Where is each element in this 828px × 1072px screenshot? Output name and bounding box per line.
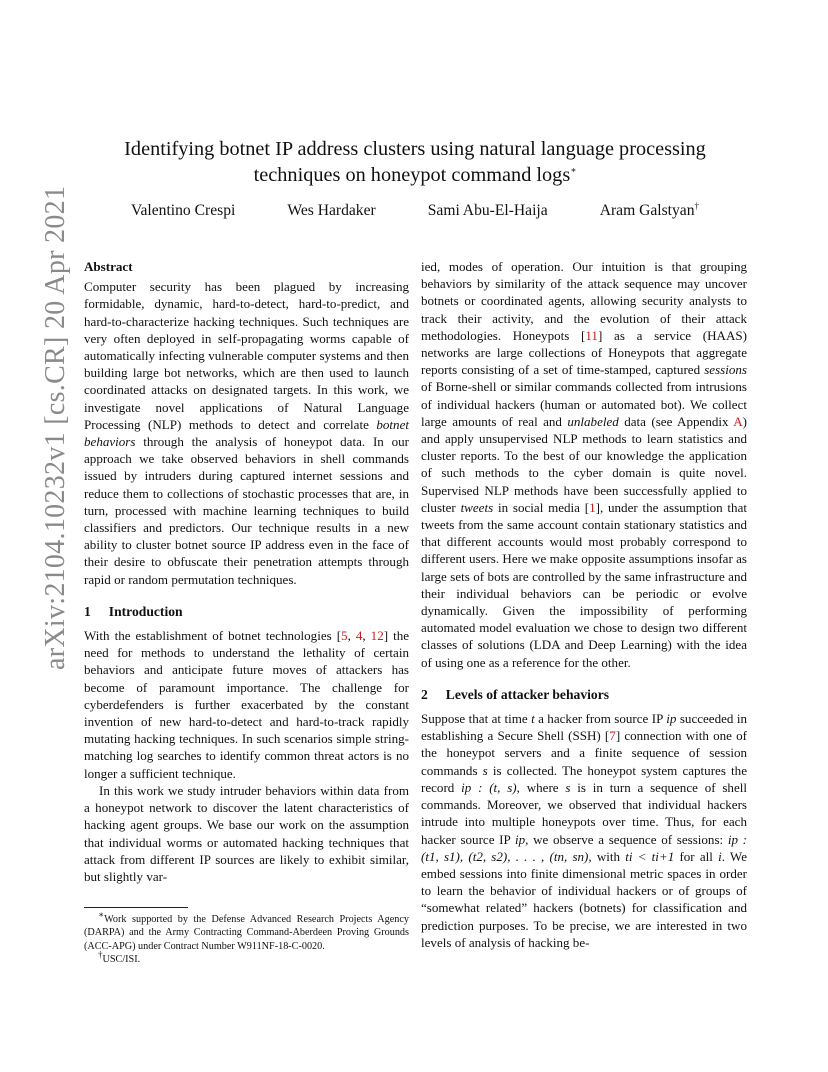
abstract-text: Computer security has been plagued by increasing formidable, dynamic, hard-to-detect, hard-to-predict, and hard-to-characterize hacking techniques. Such techniques are very often deployed in self-propagating worms capable of automatically infecting vulnerable computer systems and then building large bot networks, which are then used to launch coordinated attacks on designated targets. In this work, we investigate novel applications of Natural Language Processing (NLP) methods to detect and correlate botnet behaviors through the analysis of honeypot data. In our approach we take observed behaviors in shell commands issued by intruders during captured internet sessions and reduce them to collections of stochastic processes that are, in turn, processed with machine learning techniques to build classifiers and predictors. Our technique results in a new ability to cluster botnet source IP address even in the face of their desire to obfuscate their penetration attempts through rapid or random permutation techniques.	[84, 279, 409, 587]
citation-link[interactable]: 7	[609, 728, 616, 744]
section2-paragraph: Suppose that at time t a hacker from source IP ip succeeded in establishing a Secure Shell (SSH) [7] connection with one of the honeypot servers and a finite sequence of session commands s is collected. The honeypot system captures the record ip : (t, s), where s is in turn a sequence of shell commands. Moreover, we observed that individual hackers intrude into multiple honeypots over time. Thus, for each hacker source IP ip, we observe a sequence of sessions: ip : (t1, s1), (t2, s2), . . . , (tn, sn), with ti < ti+1 for all i. We embed sessions into finite dimensional metric spaces in order to learn the behavior of individual hackers or of groups of “somewhat related” hackers (botnets) for classification and prediction purposes. To be precise, we are interested in two levels of analysis of hacking be-	[421, 711, 748, 950]
section-heading-introduction: 1 Introduction	[84, 603, 183, 619]
arxiv-id-text: arXiv:2104.10232v1 [cs.CR] 20 Apr 2021	[40, 185, 71, 670]
author-name: Wes Hardaker	[287, 202, 376, 219]
intro-paragraph-2: In this work we study intruder behaviors within data from a honeypot network to discover the latent characteristics of hacking agent groups. We base our work on the assumption that individual worms or automated hacking techniques that attack from different IP sources are likely to exhibit similar, but slightly var-	[84, 782, 409, 884]
citation-link[interactable]: 12	[370, 628, 384, 644]
intro-paragraph-1: With the establishment of botnet technologies [5, 4, 12] the need for methods to understand the lethality of certain behaviors and anticipate future moves of attackers has become of paramount importance. The challenge for cyberdefenders is further exacerbated by the constant invention of new hard-to-detect and hard-to-track rapidly mutating hacking techniques. In such scenarios simple string-matching log searches to identify common threat actors is no longer a sufficient technique.	[84, 628, 410, 781]
citation-link[interactable]: 11	[585, 327, 598, 343]
citation-link[interactable]: 4	[355, 628, 363, 644]
author-name: Sami Abu-El-Haija	[427, 202, 548, 219]
author-name: Valentino Crespi	[130, 202, 236, 219]
author-list	[100, 202, 730, 220]
footnote-funding: ∗Work supported by the Defense Advanced Research Projects Agency (DARPA) and the Army Contracting Command-Aberdeen Proving Grounds (ACC-APG) under Contract Number W911NF-18-C-0020.	[84, 909, 409, 952]
footnote-divider	[84, 907, 188, 908]
section-heading-levels: 2 Levels of attacker behaviors	[421, 686, 610, 702]
footnote-affiliation: †USC/ISI.	[98, 949, 141, 965]
citation-link[interactable]: 5	[341, 628, 348, 644]
title-footnote-mark: ∗	[570, 165, 577, 176]
paper-title: Identifying botnet IP address clusters using natural language processing techniques on honeypot command logs∗	[124, 138, 706, 186]
left-column	[84, 258, 409, 966]
abstract-heading: Abstract	[84, 259, 133, 274]
intro-paragraph-continued: ied, modes of operation. Our intuition is that grouping behaviors by similarity of the attack sequence may uncover botnets or coordinated agents, allowing security analysts to track their activity, and the evolution of their attack methodologies. Honeypots [11] as a service (HAAS) networks are large collections of Honeypots that aggregate reports consisting of a set of time-stamped, captured sessions of Borne-shell or similar commands collected from intrusions of individual hackers (human or automated bot). We collect large amounts of real and unlabeled data (see Appendix A) and apply unsupervised NLP methods to learn statistics and cluster reports. To the best of our knowledge the application of such methods to the cyber domain is quite novel. Supervised NLP methods have been successfully applied to cluster tweets in social media [1], under the assumption that tweets from the same account contain stationary statistics and that different accounts would most probably correspond to different users. Here we make opposite assumptions insofar as large sets of bots are controlled by the same infrastructure and their individual behaviors can be periodic or evolve dynamically. Given the impossibility of performing automated model evaluation we chose to design two different classes of solutions (LDA and Deep Learning) with the idea of using one as a reference for the other.	[421, 259, 747, 670]
citation-link[interactable]: 1	[589, 499, 596, 515]
author-name: Aram Galstyan†	[599, 200, 700, 219]
author-footnote-mark: †	[694, 200, 700, 211]
right-column	[421, 258, 747, 951]
appendix-link[interactable]: A	[733, 413, 743, 429]
